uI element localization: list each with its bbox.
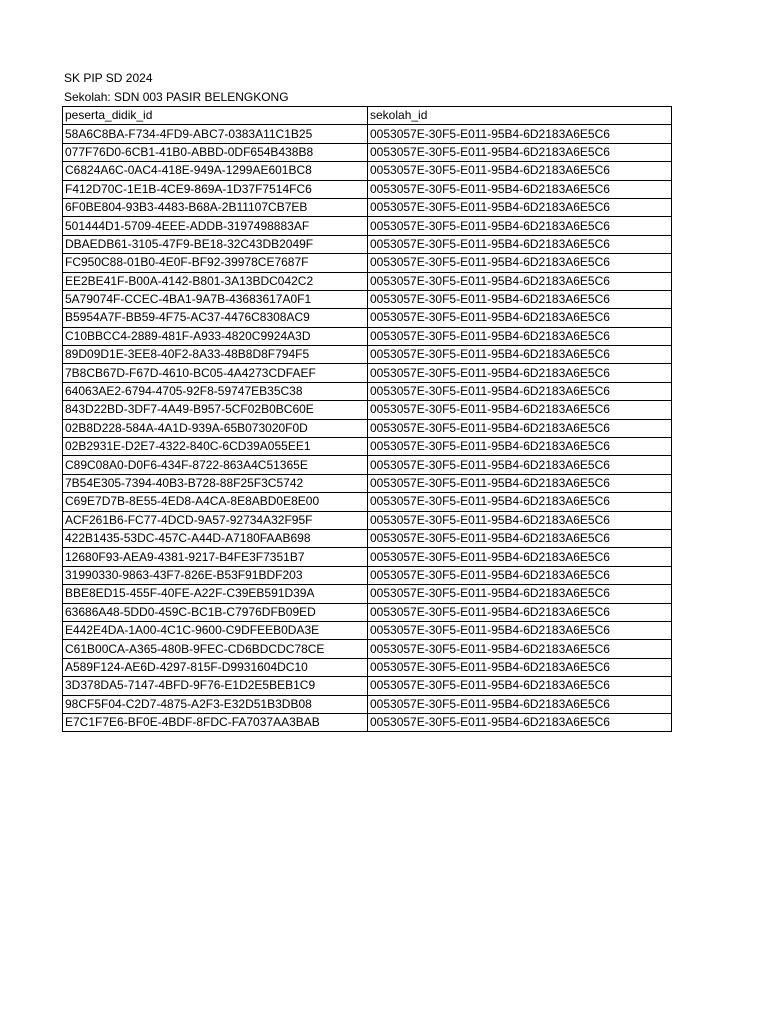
sekolah-id-cell: 0053057E-30F5-E011-95B4-6D2183A6E5C6 <box>368 474 672 492</box>
peserta-didik-id-cell: 31990330-9863-43F7-826E-B53F91BDF203 <box>63 566 368 584</box>
peserta-didik-id-cell: FC950C88-01B0-4E0F-BF92-39978CE7687F <box>63 254 368 272</box>
sekolah-id-cell: 0053057E-30F5-E011-95B4-6D2183A6E5C6 <box>368 511 672 529</box>
sekolah-id-cell: 0053057E-30F5-E011-95B4-6D2183A6E5C6 <box>368 713 672 731</box>
peserta-didik-id-cell: BBE8ED15-455F-40FE-A22F-C39EB591D39A <box>63 585 368 603</box>
peserta-didik-id-cell: 501444D1-5709-4EEE-ADDB-3197498883AF <box>63 217 368 235</box>
table-row <box>63 511 672 529</box>
peserta-didik-id-cell: C89C08A0-D0F6-434F-8722-863A4C51365E <box>63 456 368 474</box>
peserta-didik-id-cell: 7B8CB67D-F67D-4610-BC05-4A4273CDFAEF <box>63 364 368 382</box>
peserta-didik-id-cell: F412D70C-1E1B-4CE9-869A-1D37F7514FC6 <box>63 180 368 198</box>
table-row <box>63 695 672 713</box>
table-row <box>63 401 672 419</box>
peserta-didik-id-cell: 422B1435-53DC-457C-A44D-A7180FAAB698 <box>63 529 368 547</box>
table-row <box>63 143 672 161</box>
table-row <box>63 529 672 547</box>
table-row <box>63 658 672 676</box>
peserta-didik-id-cell: 12680F93-AEA9-4381-9217-B4FE3F7351B7 <box>63 548 368 566</box>
document-title: SK PIP SD 2024 <box>64 71 153 85</box>
table-row <box>63 456 672 474</box>
table-row <box>63 309 672 327</box>
table-row <box>63 346 672 364</box>
header-peserta-didik-id: peserta_didik_id <box>63 107 368 125</box>
table-row <box>63 217 672 235</box>
peserta-didik-id-cell: C69E7D7B-8E55-4ED8-A4CA-8E8ABD0E8E00 <box>63 493 368 511</box>
school-name-line: Sekolah: SDN 003 PASIR BELENGKONG <box>64 90 289 104</box>
sekolah-id-cell: 0053057E-30F5-E011-95B4-6D2183A6E5C6 <box>368 198 672 216</box>
peserta-didik-id-cell: C61B00CA-A365-480B-9FEC-CD6BDCDC78CE <box>63 640 368 658</box>
table-row <box>63 254 672 272</box>
peserta-didik-id-cell: B5954A7F-BB59-4F75-AC37-4476C8308AC9 <box>63 309 368 327</box>
table-row <box>63 438 672 456</box>
sekolah-id-cell: 0053057E-30F5-E011-95B4-6D2183A6E5C6 <box>368 217 672 235</box>
peserta-didik-id-cell: C10BBCC4-2889-481F-A933-4820C9924A3D <box>63 327 368 345</box>
table-row <box>63 198 672 216</box>
table-row <box>63 566 672 584</box>
sekolah-id-cell: 0053057E-30F5-E011-95B4-6D2183A6E5C6 <box>368 695 672 713</box>
header-sekolah-id: sekolah_id <box>368 107 672 125</box>
peserta-didik-id-cell: 58A6C8BA-F734-4FD9-ABC7-0383A11C1B25 <box>63 125 368 143</box>
table-row <box>63 382 672 400</box>
table-row <box>63 364 672 382</box>
table-row <box>63 713 672 731</box>
peserta-didik-id-cell: ACF261B6-FC77-4DCD-9A57-92734A32F95F <box>63 511 368 529</box>
peserta-didik-id-cell: 7B54E305-7394-40B3-B728-88F25F3C5742 <box>63 474 368 492</box>
sekolah-id-cell: 0053057E-30F5-E011-95B4-6D2183A6E5C6 <box>368 125 672 143</box>
sekolah-id-cell: 0053057E-30F5-E011-95B4-6D2183A6E5C6 <box>368 438 672 456</box>
sekolah-id-cell: 0053057E-30F5-E011-95B4-6D2183A6E5C6 <box>368 456 672 474</box>
table-row <box>63 474 672 492</box>
sekolah-id-cell: 0053057E-30F5-E011-95B4-6D2183A6E5C6 <box>368 327 672 345</box>
sekolah-id-cell: 0053057E-30F5-E011-95B4-6D2183A6E5C6 <box>368 290 672 308</box>
table-row <box>63 548 672 566</box>
sekolah-id-cell: 0053057E-30F5-E011-95B4-6D2183A6E5C6 <box>368 640 672 658</box>
sekolah-id-cell: 0053057E-30F5-E011-95B4-6D2183A6E5C6 <box>368 401 672 419</box>
sekolah-id-cell: 0053057E-30F5-E011-95B4-6D2183A6E5C6 <box>368 364 672 382</box>
sekolah-id-cell: 0053057E-30F5-E011-95B4-6D2183A6E5C6 <box>368 548 672 566</box>
sekolah-id-cell: 0053057E-30F5-E011-95B4-6D2183A6E5C6 <box>368 658 672 676</box>
table-body <box>63 125 672 732</box>
sekolah-id-cell: 0053057E-30F5-E011-95B4-6D2183A6E5C6 <box>368 143 672 161</box>
table-row <box>63 180 672 198</box>
peserta-didik-id-cell: E7C1F7E6-BF0E-4BDF-8FDC-FA7037AA3BAB <box>63 713 368 731</box>
sekolah-id-cell: 0053057E-30F5-E011-95B4-6D2183A6E5C6 <box>368 566 672 584</box>
sekolah-id-cell: 0053057E-30F5-E011-95B4-6D2183A6E5C6 <box>368 677 672 695</box>
sekolah-id-cell: 0053057E-30F5-E011-95B4-6D2183A6E5C6 <box>368 254 672 272</box>
peserta-didik-id-cell: 63686A48-5DD0-459C-BC1B-C7976DFB09ED <box>63 603 368 621</box>
table-row <box>63 419 672 437</box>
peserta-didik-id-cell: 98CF5F04-C2D7-4875-A2F3-E32D51B3DB08 <box>63 695 368 713</box>
peserta-didik-id-cell: 89D09D1E-3EE8-40F2-8A33-48B8D8F794F5 <box>63 346 368 364</box>
peserta-didik-id-cell: A589F124-AE6D-4297-815F-D9931604DC10 <box>63 658 368 676</box>
table-row <box>63 125 672 143</box>
peserta-didik-id-cell: 843D22BD-3DF7-4A49-B957-5CF02B0BC60E <box>63 401 368 419</box>
table-row <box>63 327 672 345</box>
peserta-didik-id-cell: 6F0BE804-93B3-4483-B68A-2B11107CB7EB <box>63 198 368 216</box>
sekolah-id-cell: 0053057E-30F5-E011-95B4-6D2183A6E5C6 <box>368 180 672 198</box>
sekolah-id-cell: 0053057E-30F5-E011-95B4-6D2183A6E5C6 <box>368 235 672 253</box>
peserta-didik-id-cell: 5A79074F-CCEC-4BA1-9A7B-43683617A0F1 <box>63 290 368 308</box>
table-row <box>63 603 672 621</box>
sekolah-id-cell: 0053057E-30F5-E011-95B4-6D2183A6E5C6 <box>368 585 672 603</box>
table-row <box>63 585 672 603</box>
table-row <box>63 235 672 253</box>
table-row <box>63 677 672 695</box>
sekolah-id-cell: 0053057E-30F5-E011-95B4-6D2183A6E5C6 <box>368 162 672 180</box>
table-row <box>63 162 672 180</box>
table-header-row <box>63 107 672 125</box>
peserta-didik-id-cell: 64063AE2-6794-4705-92F8-59747EB35C38 <box>63 382 368 400</box>
sekolah-id-cell: 0053057E-30F5-E011-95B4-6D2183A6E5C6 <box>368 346 672 364</box>
table-row <box>63 493 672 511</box>
peserta-didik-id-cell: E442E4DA-1A00-4C1C-9600-C9DFEEB0DA3E <box>63 621 368 639</box>
table-row <box>63 621 672 639</box>
sekolah-id-cell: 0053057E-30F5-E011-95B4-6D2183A6E5C6 <box>368 272 672 290</box>
sekolah-id-cell: 0053057E-30F5-E011-95B4-6D2183A6E5C6 <box>368 621 672 639</box>
table-row <box>63 290 672 308</box>
sekolah-id-cell: 0053057E-30F5-E011-95B4-6D2183A6E5C6 <box>368 382 672 400</box>
peserta-didik-id-cell: DBAEDB61-3105-47F9-BE18-32C43DB2049F <box>63 235 368 253</box>
peserta-didik-id-cell: 3D378DA5-7147-4BFD-9F76-E1D2E5BEB1C9 <box>63 677 368 695</box>
peserta-didik-id-cell: EE2BE41F-B00A-4142-B801-3A13BDC042C2 <box>63 272 368 290</box>
table-row <box>63 640 672 658</box>
sekolah-id-cell: 0053057E-30F5-E011-95B4-6D2183A6E5C6 <box>368 309 672 327</box>
sekolah-id-cell: 0053057E-30F5-E011-95B4-6D2183A6E5C6 <box>368 529 672 547</box>
student-id-table <box>62 106 672 732</box>
table-row <box>63 272 672 290</box>
sekolah-id-cell: 0053057E-30F5-E011-95B4-6D2183A6E5C6 <box>368 419 672 437</box>
peserta-didik-id-cell: C6824A6C-0AC4-418E-949A-1299AE601BC8 <box>63 162 368 180</box>
peserta-didik-id-cell: 02B8D228-584A-4A1D-939A-65B073020F0D <box>63 419 368 437</box>
peserta-didik-id-cell: 077F76D0-6CB1-41B0-ABBD-0DF654B438B8 <box>63 143 368 161</box>
peserta-didik-id-cell: 02B2931E-D2E7-4322-840C-6CD39A055EE1 <box>63 438 368 456</box>
sekolah-id-cell: 0053057E-30F5-E011-95B4-6D2183A6E5C6 <box>368 493 672 511</box>
sekolah-id-cell: 0053057E-30F5-E011-95B4-6D2183A6E5C6 <box>368 603 672 621</box>
